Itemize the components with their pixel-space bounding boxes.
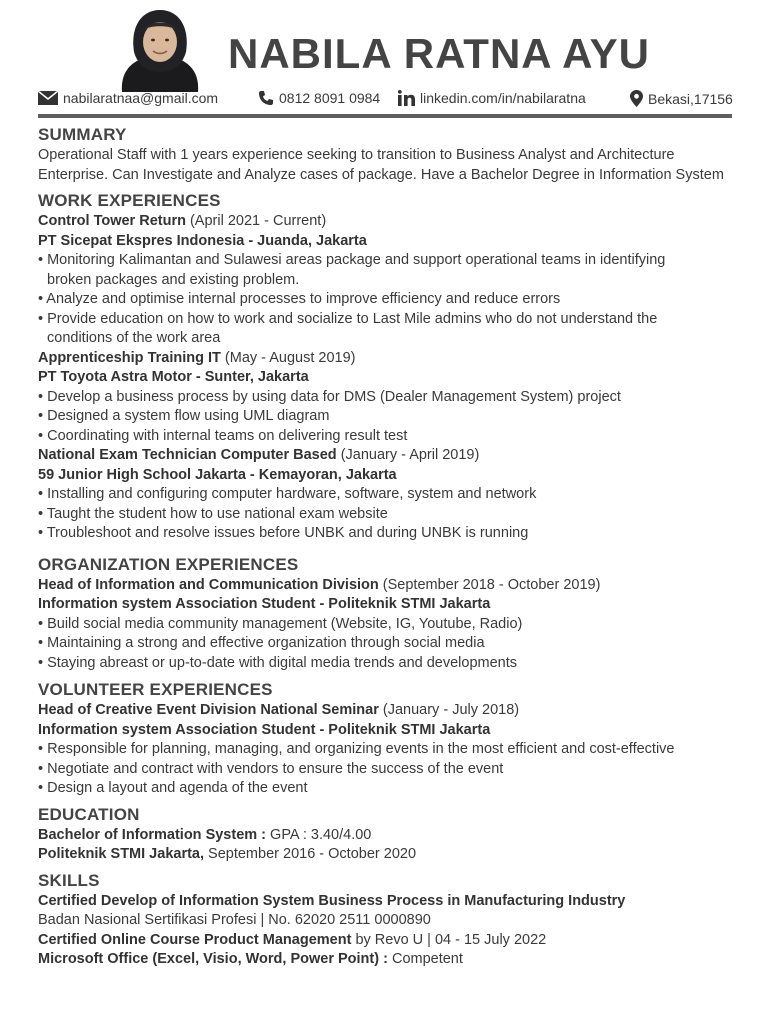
volunteer-company: Information system Association Student - Politeknik STMI Jakarta [38,721,491,738]
job-role: National Exam Technician Computer Based [38,447,337,463]
skill-level: Competent [391,951,463,967]
summary-line: Enterprise. Can Investigate and Analyze cases of package. Have a Bachelor Degree in Information System [38,166,724,183]
education-period: September 2016 - October 2020 [204,846,417,862]
job-bullet: • Coordinating with internal teams on delivering result test [38,427,408,444]
skill-cert-line [38,931,750,951]
section-title-summary: SUMMARY [38,125,127,144]
phone-icon [258,90,274,106]
section-title-volunteer: VOLUNTEER EXPERIENCES [38,680,273,699]
education-school-line [38,845,750,865]
education-gpa: GPA : 3.40/4.00 [270,826,372,843]
skill-cert-detail: by Revo U | 04 - 15 July 2022 [351,931,547,948]
job-company: PT Toyota Astra Motor - Sunter, Jakarta [38,369,309,385]
phone-text: 0812 8091 0984 [279,90,381,106]
job-role: Apprenticeship Training IT [38,349,221,366]
envelope-icon [38,91,58,105]
education-school: Politeknik STMI Jakarta, [38,846,205,862]
job-bullet: • Troubleshoot and resolve issues before UNBK and during UNBK is running [38,525,529,541]
job-bullet: • Taught the student how to use national exam website [38,505,388,522]
contact-email[interactable] [38,90,218,106]
contact-phone[interactable] [258,90,380,106]
contact-location [630,90,733,107]
job-bullet: • Analyze and optimise internal processes to improve efficiency and reduce errors [38,291,561,307]
org-title-line [38,576,750,596]
org-role: Head of Information and Communication Division [38,576,379,593]
resume-body [38,124,750,970]
location-pin-icon [630,90,643,107]
skill-software: Microsoft Office (Excel, Visio, Word, Power Point) : [38,951,392,967]
volunteer-period: (January - July 2018) [378,702,520,718]
job-period: (January - April 2019) [336,447,480,463]
job-bullet: • Designed a system flow using UML diagram [38,408,330,424]
job-bullet: • Develop a business process by using data for DMS (Dealer Management System) project [38,388,621,405]
org-company: Information system Association Student - Politeknik STMI Jakarta [38,596,491,612]
org-bullet: • Build social media community management (Website, IG, Youtube, Radio) [38,615,523,632]
education-degree: Bachelor of Information System : [38,826,271,843]
job-bullet-continued: conditions of the work area [47,330,221,346]
location-text: Bekasi,17156 [648,90,733,107]
job-company: 59 Junior High School Jakarta - Kemayoran, Jakarta [38,466,397,483]
job-title-line [38,212,750,232]
profile-photo [112,6,208,92]
section-title-organization: ORGANIZATION EXPERIENCES [38,554,299,574]
job-period: (May - August 2019) [220,349,356,366]
job-company: PT Sicepat Ekspres Indonesia - Juanda, Jakarta [38,232,367,249]
job-bullet: • Installing and configuring computer hardware, software, system and network [38,486,537,502]
contact-linkedin[interactable] [398,90,586,106]
section-title-work: WORK EXPERIENCES [38,191,221,210]
job-bullet: • Provide education on how to work and socialize to Last Mile admins who do not understand the [38,310,658,327]
job-bullet-continued: broken packages and existing problem. [47,271,300,288]
org-bullet: • Maintaining a strong and effective organization through social media [38,635,485,651]
org-period: (September 2018 - October 2019) [378,576,601,593]
job-title-line [38,349,750,369]
skill-software-line [38,950,750,970]
candidate-name: NABILA RATNA AYU [228,30,650,77]
linkedin-text: linkedin.com/in/nabilaratna [420,90,586,106]
volunteer-bullet: • Negotiate and contract with vendors to ensure the success of the event [38,760,504,777]
skill-cert: Certified Online Course Product Management [38,931,352,948]
volunteer-role: Head of Creative Event Division National Seminar [38,702,379,718]
skill-cert: Certified Develop of Information System Business Process in Manufacturing Industry [38,892,626,909]
job-period: (April 2021 - Current) [185,213,327,229]
volunteer-title-line [38,701,750,721]
skill-cert-detail: Badan Nasional Sertifikasi Profesi | No. 62020 2511 0000890 [38,912,431,928]
summary-line: Operational Staff with 1 years experience seeking to transition to Business Analyst and Architecture [38,147,675,163]
section-title-education: EDUCATION [38,804,140,824]
job-title-line [38,446,750,466]
job-bullet: • Monitoring Kalimantan and Sulawesi areas package and support operational teams in identifying [38,252,666,268]
volunteer-bullet: • Design a layout and agenda of the event [38,780,308,796]
header-divider [38,114,732,118]
education-degree-line [38,826,750,846]
volunteer-bullet: • Responsible for planning, managing, and organizing events in the most efficient and cost-effective [38,741,675,757]
linkedin-icon [398,90,415,106]
section-title-skills: SKILLS [38,870,100,890]
org-bullet: • Staying abreast or up-to-date with digital media trends and developments [38,654,518,671]
email-text: nabilaratnaa@gmail.com [63,90,219,106]
job-role: Control Tower Return [38,213,186,229]
